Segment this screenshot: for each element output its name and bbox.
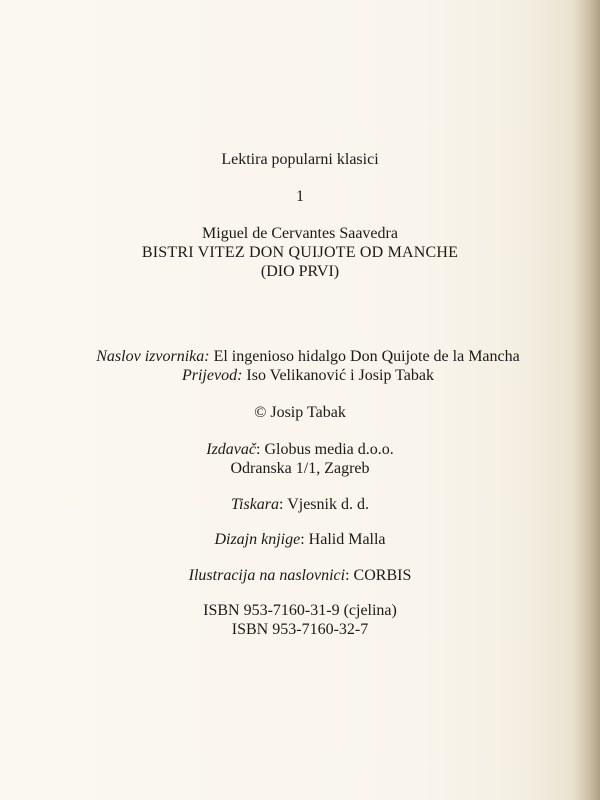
publisher-label: Izdavač bbox=[206, 441, 256, 458]
author: Miguel de Cervantes Saavedra bbox=[202, 225, 398, 242]
printer-label: Tiskara bbox=[231, 496, 280, 513]
printer: : Vjesnik d. d. bbox=[279, 496, 369, 513]
translation-label: Prijevod: bbox=[181, 367, 243, 384]
design-line bbox=[0, 530, 600, 550]
printer-line bbox=[0, 495, 600, 515]
isbn-volume: ISBN 953-7160-32-7 bbox=[231, 621, 369, 638]
design-label: Dizajn knjige bbox=[214, 531, 301, 548]
translators: Iso Velikanović i Josip Tabak bbox=[246, 367, 435, 384]
copyright: © Josip Tabak bbox=[254, 404, 346, 421]
cover-illustration-line bbox=[0, 566, 600, 586]
cover-illustration-label: Ilustracija na naslovnici bbox=[188, 567, 346, 584]
translation-line bbox=[8, 366, 600, 386]
cover-illustration: : CORBIS bbox=[345, 567, 412, 584]
original-title-line bbox=[8, 347, 600, 367]
series-title: Lektira popularni klasici bbox=[221, 151, 379, 168]
original-title: El ingenioso hidalgo Don Quijote de la Mancha bbox=[213, 348, 520, 365]
book-part: (DIO PRVI) bbox=[260, 263, 340, 280]
book-title: BISTRI VITEZ DON QUIJOTE OD MANCHE bbox=[141, 244, 459, 261]
original-title-label: Naslov izvornika: bbox=[96, 348, 210, 365]
designer: : Halid Malla bbox=[300, 531, 386, 548]
publisher-address: Odranska 1/1, Zagreb bbox=[230, 460, 370, 477]
publisher: : Globus media d.o.o. bbox=[256, 441, 394, 458]
series-number: 1 bbox=[296, 188, 304, 205]
publisher-line bbox=[0, 440, 600, 460]
isbn-set: ISBN 953-7160-31-9 (cjelina) bbox=[203, 602, 397, 619]
